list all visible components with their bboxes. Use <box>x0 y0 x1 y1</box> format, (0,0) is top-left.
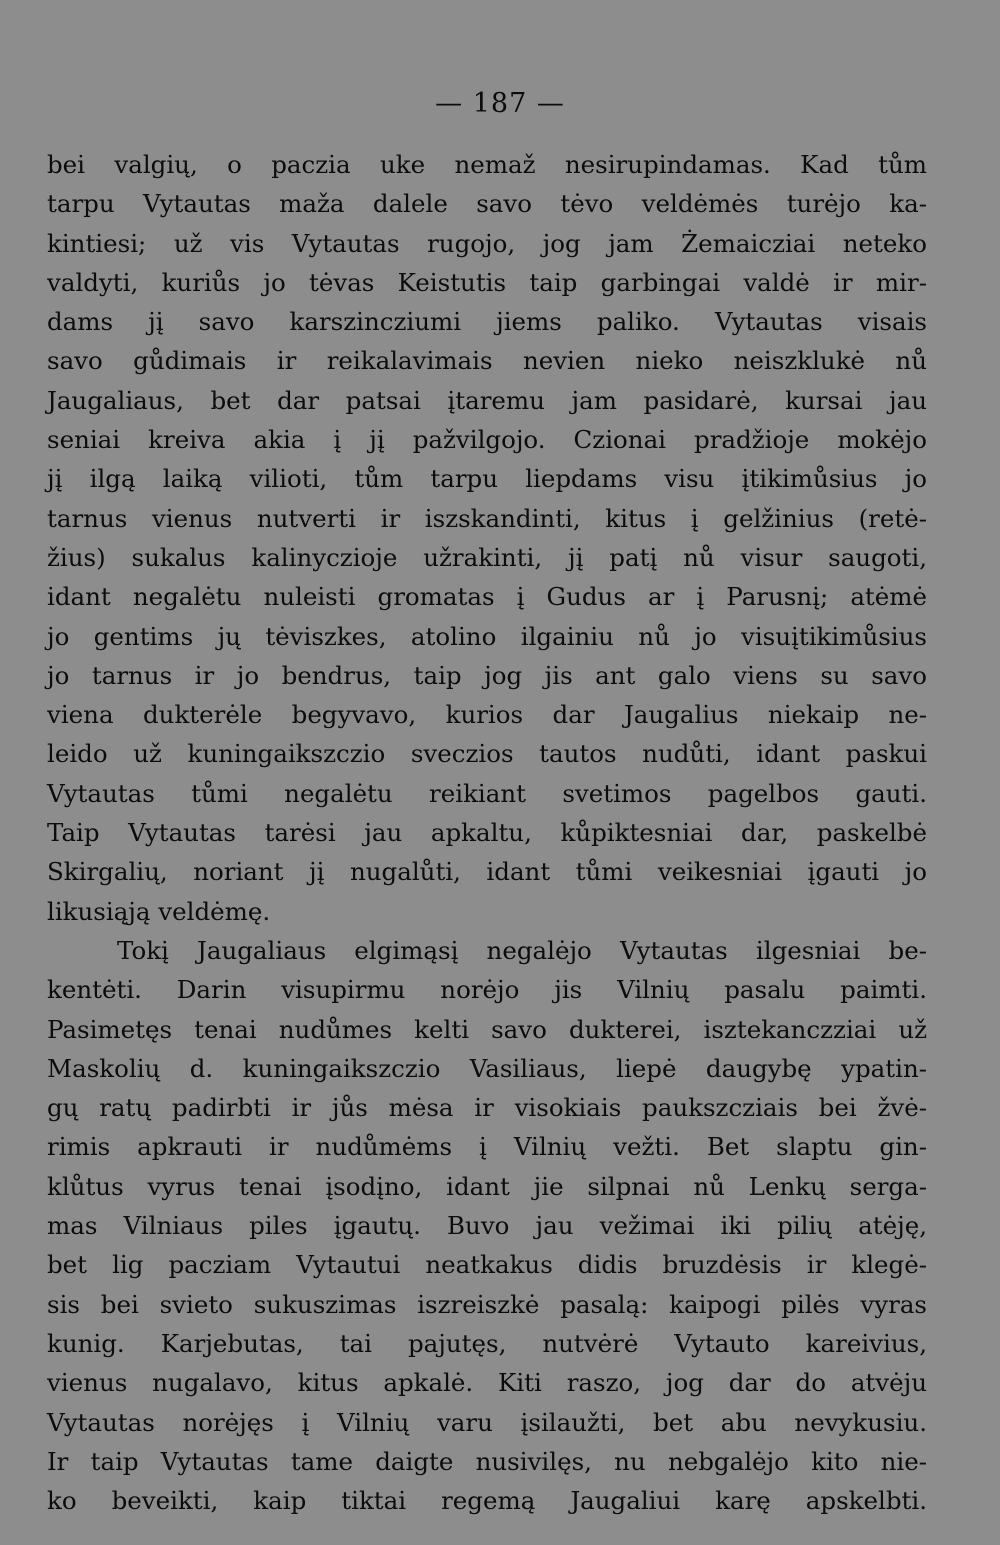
body-text <box>47 145 927 1520</box>
text-line: Taip Vytautas tarėsi jau apkaltu, kůpiktesniai dar, paskelbė <box>47 818 927 848</box>
text-line: žius) sukalus kalinyczioje užrakinti, jį patį nů visur saugoti, <box>47 542 927 572</box>
text-line: bet lig pacziam Vytautui neatkakus didis bruzdėsis ir klegė- <box>47 1250 927 1280</box>
page-number: — 187 — <box>435 88 565 119</box>
text-line: jį ilgą laiką vilioti, tům tarpu liepdams visu įtikimůsius jo <box>47 464 927 494</box>
text-line: Maskolių d. kuningaikszczio Vasiliaus, liepė daugybę ypatin- <box>47 1053 927 1083</box>
text-line: idant negalėtu nuleisti gromatas į Gudus ar į Parusnį; atėmė <box>47 582 927 612</box>
text-line: Jaugaliaus, bet dar patsai įtaremu jam pasidarė, kursai jau <box>47 385 927 415</box>
text-line: kentėti. Darin visupirmu norėjo jis Vilnių pasalu paimti. <box>47 975 927 1005</box>
text-line: dams jį savo karszincziumi jiems paliko. Vytautas visais <box>47 307 927 337</box>
text-line: mas Vilniaus piles įgautų. Buvo jau vežimai iki pilių atėję, <box>47 1211 927 1241</box>
text-line: klůtus vyrus tenai įsodįno, idant jie silpnai nů Lenkų serga- <box>47 1171 927 1201</box>
text-line: Skirgalių, noriant jį nugalůti, idant tůmi veikesniai įgauti jo <box>47 857 927 887</box>
text-line: sis bei svieto sukuszimas iszreiszkė pasalą: kaipogi pilės vyras <box>47 1289 927 1319</box>
text-line: tarnus vienus nutverti ir iszskandinti, kitus į gelžinius (retė- <box>47 503 927 533</box>
text-line: tarpu Vytautas maža dalele savo tėvo veldėmės turėjo ka- <box>47 189 927 219</box>
text-line: Pasimetęs tenai nudůmes kelti savo dukterei, isztekanczziai už <box>47 1014 927 1044</box>
text-line: Vytautas tůmi negalėtu reikiant svetimos pagelbos gauti. <box>47 778 927 808</box>
text-line: Vytautas norėjęs į Vilnių varu įsilaužti, bet abu nevykusiu. <box>47 1407 927 1437</box>
text-line: vienus nugalavo, kitus apkalė. Kiti raszo, jog dar do atvėju <box>47 1368 927 1398</box>
text-line: gų ratų padirbti ir jůs mėsa ir visokiais paukszcziais bei žvė- <box>47 1093 927 1123</box>
text-line: Ir taip Vytautas tame daigte nusivilęs, nu nebgalėjo kito nie- <box>47 1446 927 1476</box>
text-line: jo gentims jų tėviszkes, atolino ilgainiu nů jo visuįtikimůsius <box>47 621 927 651</box>
text-line: jo tarnus ir jo bendrus, taip jog jis ant galo viens su savo <box>47 660 927 690</box>
text-line: seniai kreiva akia į jį pažvilgojo. Czionai pradžioje mokėjo <box>47 425 927 455</box>
text-line: kunig. Karjebutas, tai pajutęs, nutvėrė Vytauto kareivius, <box>47 1328 927 1358</box>
text-line: kintiesi; už vis Vytautas rugojo, jog jam Żemaicziai neteko <box>47 228 927 258</box>
text-line: Tokį Jaugaliaus elgimąsį negalėjo Vytautas ilgesniai be- <box>117 935 927 965</box>
text-line: valdyti, kuriůs jo tėvas Keistutis taip garbingai valdė ir mir- <box>47 267 927 297</box>
text-line: ko beveikti, kaip tiktai regemą Jaugaliui karę apskelbti. <box>47 1486 927 1516</box>
text-line: savo gůdimais ir reikalavimais nevien nieko neiszklukė nů <box>47 346 927 376</box>
text-line: rimis apkrauti ir nudůmėms į Vilnių vežti. Bet slaptu gin- <box>47 1132 927 1162</box>
text-line: likusiąją veldėmę. <box>47 896 271 926</box>
text-line: leido už kuningaikszczio sveczios tautos nudůti, idant paskui <box>47 739 927 769</box>
text-line: bei valgių, o paczia uke nemaž nesirupindamas. Kad tům <box>47 150 927 179</box>
text-line: viena dukterėle begyvavo, kurios dar Jaugalius niekaip ne- <box>47 700 927 730</box>
